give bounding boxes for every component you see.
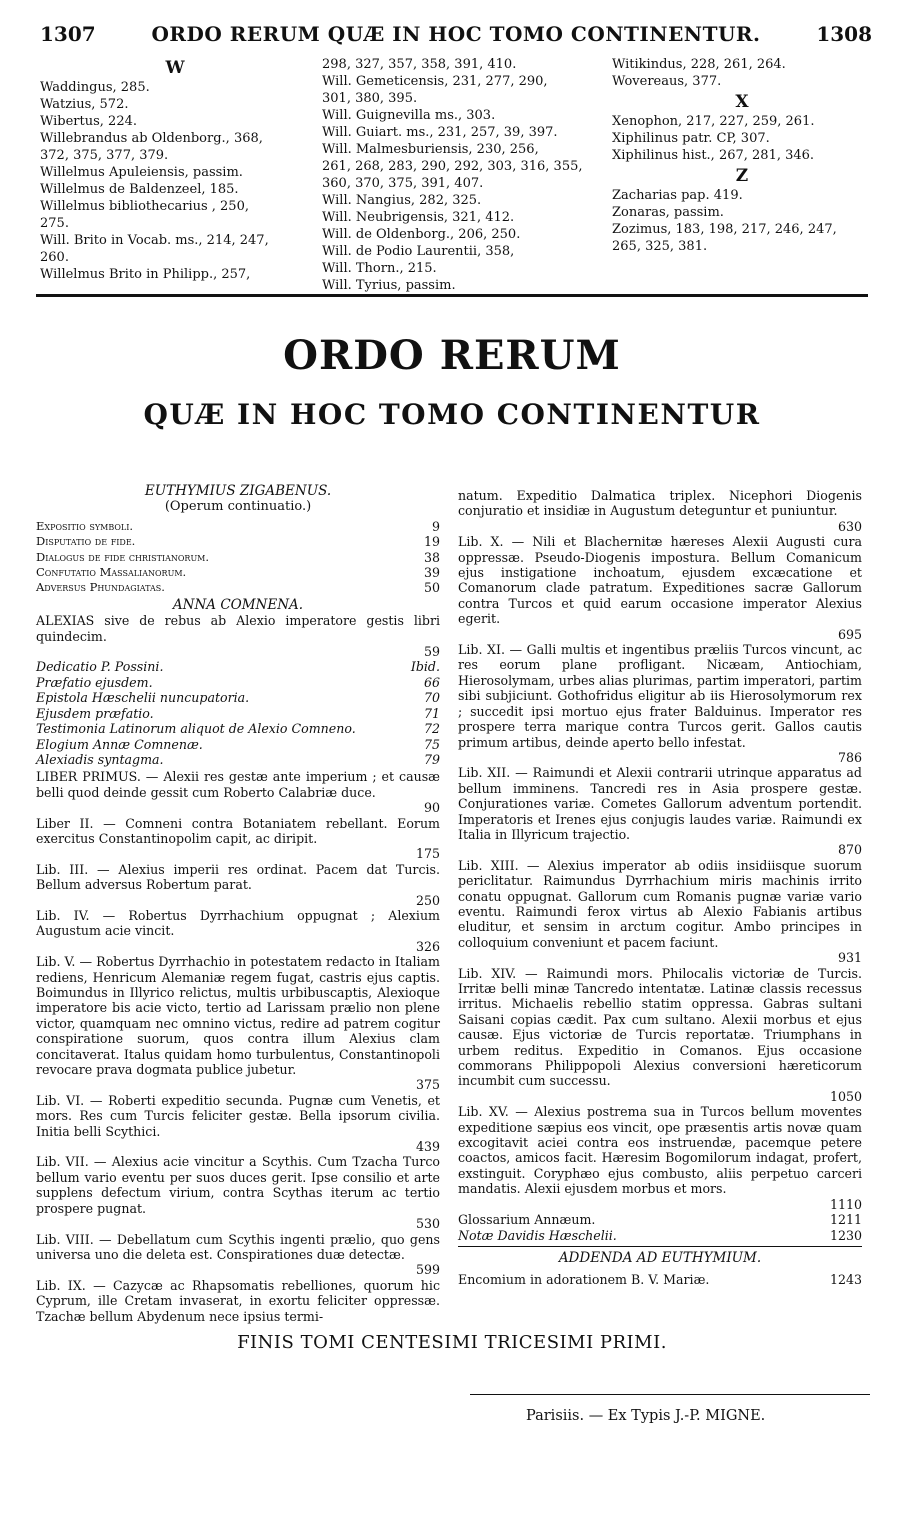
page-number-right: 1308 bbox=[816, 22, 872, 46]
book-entry: Lib. VII. — Alexius acie vincitur a Scythis. Cum Tzacha Turco bellum vario eventu per suos duces gerit. Ipse consilio et arte supplens defectum virium, contra Scythas iterum ac tertio prospere pugnat. 530 bbox=[36, 1154, 440, 1232]
index-entry: Will. Malmesburiensis, 230, 256, bbox=[322, 142, 539, 157]
book-entry: Lib. V. — Robertus Dyrrhachio in potestatem redacto in Italiam rediens, Henricum Alemaniæ regem fugat, castris ejus captis. Boimundus in Illyrico relictus, multis urbibuscaptis, Alexioque imperatore bis acie victo, tertio ad Larissam prælio non plene victor, quamquam nec omnino victus, redire ad patrem cogitur conspiratione suorum, quos contra illum Alexius clam concitaverat. Italus quidam homo turbulentus, Constantinopoli revocare prava dogmata publice jubetur. 375 bbox=[36, 954, 440, 1093]
index-entry: Willelmus Brito in Philipp., 257, bbox=[40, 267, 251, 282]
book-entry: Liber II. — Comneni contra Botaniatem rebellant. Eorum exercitus Constantinopolim capit, ac diripit. 175 bbox=[36, 815, 440, 862]
index-entry: Witikindus, 228, 261, 264. bbox=[612, 57, 786, 72]
index-entry: Waddingus, 285. bbox=[40, 80, 150, 95]
index-entry: Zozimus, 183, 198, 217, 246, 247, bbox=[612, 222, 837, 237]
index-entry: Will. Gemeticensis, 231, 277, 290, bbox=[322, 74, 548, 89]
contents-entry: Epistola Hæschelii nuncupatoria. 70 bbox=[36, 690, 440, 706]
books-left bbox=[36, 769, 440, 1324]
contents-entry: Præfatio ejusdem. 66 bbox=[36, 674, 440, 690]
imprint-rule bbox=[470, 1394, 870, 1395]
book-entry: Lib. XV. — Alexius postrema sua in Turcos bellum moventes expeditione sæpius eos vincit, ope præsentis artis novæ quam excogitavit aciei contra eos instruendæ, pacemque petere coactos, amicos facit. Hæresim Bogomilorum indagat, profert, exstinguit. Coryphæo ejus combusto, aliis perpetuo carceri mandatis. Alexii ejusdem morbus et mors. 1110 bbox=[458, 1104, 862, 1212]
index-entry: Zonaras, passim. bbox=[612, 205, 724, 220]
divider-line bbox=[458, 1246, 862, 1247]
contents-entry: Ejusdem præfatio. 71 bbox=[36, 705, 440, 721]
contents-entry: Expositio symboli. 9 bbox=[36, 518, 440, 534]
main-title: ORDO RERUM bbox=[283, 332, 621, 379]
contents-entry: Alexiadis syntagma. 79 bbox=[36, 751, 440, 767]
contents-entry: Testimonia Latinorum aliquot de Alexio Comneno. 72 bbox=[36, 721, 440, 737]
page-number-left: 1307 bbox=[40, 22, 96, 46]
index-entry: Xenophon, 217, 227, 259, 261. bbox=[612, 114, 815, 129]
book-entry: Lib. VIII. — Debellatum cum Scythis ingenti prælio, quo gens universa uno die deleta est. Conspirationes duæ detectæ. 599 bbox=[36, 1231, 440, 1278]
book-entry: Lib. XII. — Raimundi et Alexii contrarii utrinque apparatus ad bellum imminens. Tancredi res in Asia prospere gestæ. Conjurationes variæ. Cometes Gallorum adventum portendit. Imperatoris et Irenes ejus conjugis laudes variæ. Raimundi ex Italia in Illyricum trajectio. 870 bbox=[458, 765, 862, 858]
index-letter: X bbox=[735, 92, 749, 112]
index-entry: Will. Neubrigensis, 321, 412. bbox=[322, 210, 515, 225]
euthymius-entries bbox=[36, 519, 440, 596]
running-header bbox=[40, 22, 872, 48]
running-title: ORDO RERUM QUÆ IN HOC TOMO CONTINENTUR. bbox=[151, 22, 761, 46]
book-entry: natum. Expeditio Dalmatica triplex. Nicephori Diogenis conjuratio et insidiæ in Augustum deteguntur et puniuntur. 630 bbox=[458, 488, 862, 534]
index-entry: Willebrandus ab Oldenborg., 368, bbox=[40, 131, 263, 146]
encomium-entry: Encomium in adorationem B. V. Mariæ. 1243 bbox=[458, 1272, 862, 1288]
book-entry: Lib. IV. — Robertus Dyrrhachium oppugnat ; Alexium Augustum acie vincit. 326 bbox=[36, 907, 440, 954]
index-entry: 372, 375, 377, 379. bbox=[40, 148, 169, 163]
index-entry: Zacharias pap. 419. bbox=[612, 188, 743, 203]
contents-entry: Elogium Annæ Comnenæ. 75 bbox=[36, 736, 440, 752]
index-column-1 bbox=[40, 56, 310, 283]
contents-right-column bbox=[458, 488, 862, 1288]
index-entry: Xiphilinus patr. CP, 307. bbox=[612, 131, 770, 146]
book-entry: Lib. IX. — Cazycæ ac Rhapsomatis rebelliones, quorum hic Cyprum, ille Cretam invaserat, in exortu feliciter oppressæ. Tzachæ bellum Abydenum nece ipsius termi- bbox=[36, 1277, 440, 1324]
index-entry: Will. Brito in Vocab. ms., 214, 247, bbox=[40, 233, 269, 248]
book-entry: Lib. XIII. — Alexius imperator ab odiis insidiisque suorum periclitatur. Raimundus Dyrrhachium miris machinis irrito conatu oppugnat. Gallorum cum Romanis pugnæ variæ vario eventu. Raimundi ferox virtus ab Alexio Fabianis artibus eluditur, et sensim in arctum cogitur. Ambo principes in colloquium conveniunt et pacem faciunt. 931 bbox=[458, 857, 862, 966]
index-entry: Xiphilinus hist., 267, 281, 346. bbox=[612, 148, 815, 163]
section-divider bbox=[36, 294, 868, 297]
index-entry: Willelmus Apuleiensis, passim. bbox=[40, 165, 243, 180]
contents-entry: Confutatio Massalianorum. 39 bbox=[36, 565, 440, 581]
index-entry: Wibertus, 224. bbox=[40, 114, 137, 129]
book-entry: Lib. VI. — Roberti expeditio secunda. Pugnæ cum Venetis, et mors. Res cum Turcis feliciter gestæ. Bella ipsorum civilia. Initia belli Scythici. 439 bbox=[36, 1092, 440, 1155]
index-entry: Watzius, 572. bbox=[40, 97, 129, 112]
index-entry: 260. bbox=[40, 250, 69, 265]
alexias-preliminaries bbox=[36, 659, 440, 767]
book-entry: Lib. X. — Nili et Blachernitæ hæreses Alexii Augusti cura oppressæ. Pseudo-Diogenis impostura. Bellum Comanicum ejus instigatione inchoatum, ejusdem excæcatione et Comanorum clade patratum. Expeditiones sacræ Gallorum contra Turcos et quid earum occasione imperator Alexius egerit. 695 bbox=[458, 534, 862, 642]
contents-entry: Disputatio de fide. 19 bbox=[36, 534, 440, 550]
books-right bbox=[458, 488, 862, 1212]
index-entry: Willelmus bibliothecarius , 250, bbox=[40, 199, 249, 214]
book-entry: Lib. XIV. — Raimundi mors. Philocalis victoriæ de Turcis. Irritæ belli minæ Tancredo intentatæ. Latinæ classis recessus irritus. Michaelis rebellio statim oppressa. Gabras sultani Saisani copias cædit. Pax cum sultano. Alexii morbus et ejus causæ. Ejus victoriæ de Turcis reportatæ. Triumphans in urbem reditus. Expeditio in Comanos. Ejus occasione commorans Philippopoli Alexius conversioni hæreticorum incumbit cum successu. 1050 bbox=[458, 965, 862, 1104]
finis-line: FINIS TOMI CENTESIMI TRICESIMI PRIMI. bbox=[237, 1332, 667, 1353]
contents-left-column bbox=[36, 484, 440, 1324]
index-entry: 301, 380, 395. bbox=[322, 91, 418, 106]
index-letter: Z bbox=[735, 166, 749, 186]
heading-anna: ANNA COMNENA. bbox=[172, 596, 304, 613]
printer-imprint: Parisiis. — Ex Typis J.-P. MIGNE. bbox=[526, 1408, 766, 1424]
index-entry: Will. de Oldenborg., 206, 250. bbox=[322, 227, 521, 242]
book-entry: Lib. III. — Alexius imperii res ordinat. Pacem dat Turcis. Bellum adversus Robertum parat. 250 bbox=[36, 861, 440, 908]
index-entry: Will. Guignevilla ms., 303. bbox=[322, 108, 496, 123]
heading-euthymius: EUTHYMIUS ZIGABENUS. bbox=[144, 483, 332, 499]
index-entry: 265, 325, 381. bbox=[612, 239, 708, 254]
index-column-3 bbox=[612, 56, 872, 255]
contents-entry: Adversus Phundagiatas. 50 bbox=[36, 580, 440, 596]
notae-entry: Notæ Davidis Hæschelii. 1230 bbox=[458, 1227, 862, 1243]
index-entry: 360, 370, 375, 391, 407. bbox=[322, 176, 484, 191]
index-letter: W bbox=[165, 58, 185, 78]
book-entry: LIBER PRIMUS. — Alexii res gestæ ante imperium ; et causæ belli quod deinde gessit cum Roberto Calabriæ duce. 90 bbox=[36, 769, 440, 816]
subtitle: QUÆ IN HOC TOMO CONTINENTUR bbox=[143, 398, 761, 431]
contents-entry: Dialogus de fide christianorum. 38 bbox=[36, 549, 440, 565]
contents-entry: Dedicatio P. Possini. Ibid. bbox=[36, 659, 440, 675]
index-entry: Will. Tyrius, passim. bbox=[322, 278, 456, 293]
heading-addenda: ADDENDA AD EUTHYMIUM. bbox=[558, 1249, 762, 1266]
index-entry: Will. Nangius, 282, 325. bbox=[322, 193, 482, 208]
index-entry: 275. bbox=[40, 216, 69, 231]
heading-euthymius-sub: (Operum continuatio.) bbox=[164, 499, 312, 515]
index-entry: Wovereaus, 377. bbox=[612, 74, 722, 89]
glossarium-entry: Glossarium Annæum. 1211 bbox=[458, 1212, 862, 1228]
book-entry: Lib. XI. — Galli multis et ingentibus præliis Turcos vincunt, ac res eorum plane profligant. Nicæam, Antiochiam, Hierosolymam, urbes alias plurimas, partim imperatori, partim sibi subjiciunt. Gothofridus eligitur ab iis Hierosolymorum rex ; succedit ipsi mortuo ejus frater Balduinus. Imperator res prospere terra marique contra Turcos gerit. Gallos cautis primum artibus, deinde aperto bello infestat. 786 bbox=[458, 642, 862, 765]
index-entry: 261, 268, 283, 290, 292, 303, 316, 355, bbox=[322, 159, 583, 174]
index-entry: Will. Guiart. ms., 231, 257, 39, 397. bbox=[322, 125, 558, 140]
alexias-entry: ALEXIAS sive de rebus ab Alexio imperatore gestis libri quindecim. 59 bbox=[36, 613, 440, 660]
index-entry: 298, 327, 357, 358, 391, 410. bbox=[322, 57, 517, 72]
index-column-2 bbox=[322, 56, 602, 294]
index-entry: Will. Thorn., 215. bbox=[322, 261, 437, 276]
index-entry: Will. de Podio Laurentii, 358, bbox=[322, 244, 515, 259]
index-entry: Willelmus de Baldenzeel, 185. bbox=[40, 182, 239, 197]
